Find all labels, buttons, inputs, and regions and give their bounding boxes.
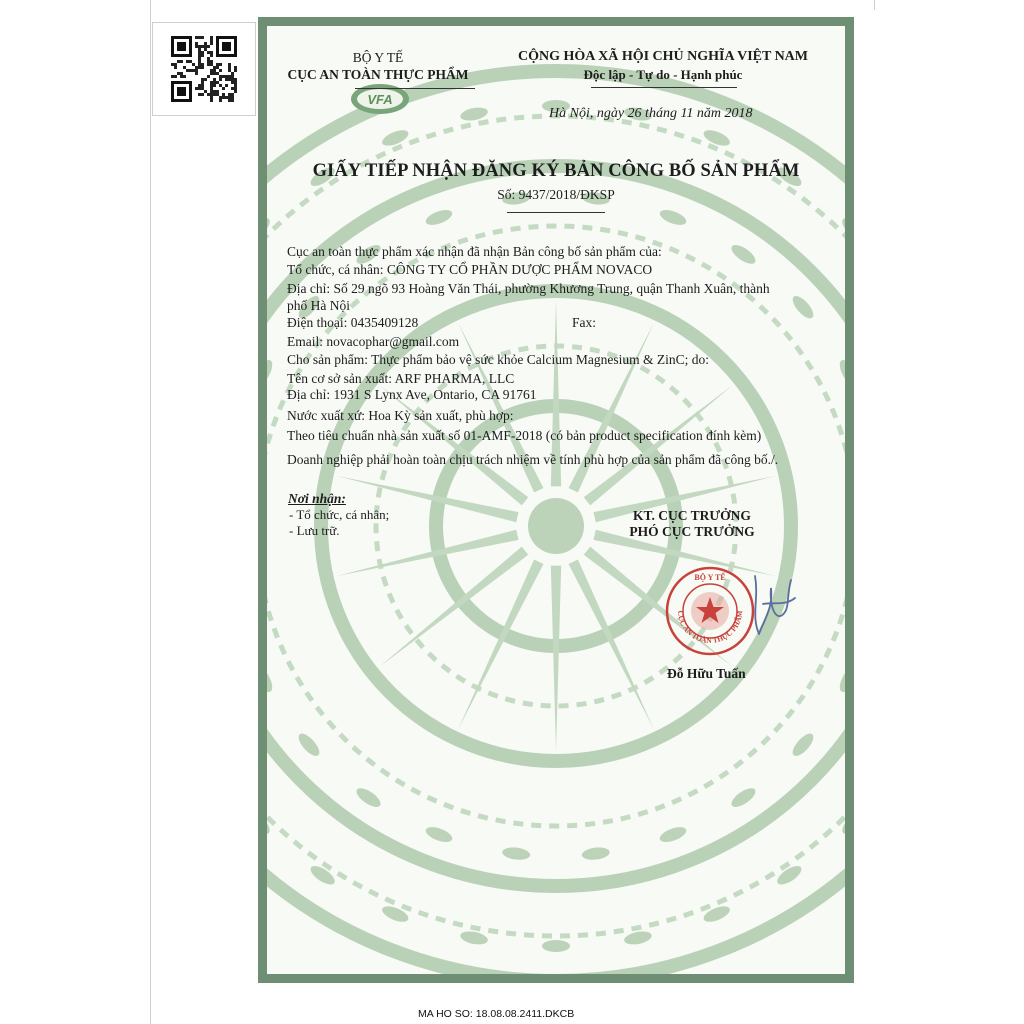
recipient-item: - Lưu trữ. (289, 523, 340, 538)
stamp-top-text: BỘ Y TẾ (694, 573, 726, 582)
organization-text: Tổ chức, cá nhân: CÔNG TY CỔ PHẦN DƯỢC PHẨM NOVACO (287, 262, 653, 277)
svg-text:VFA: VFA (367, 92, 393, 107)
manufacturer-text: Tên cơ sở sản xuất: ARF PHARMA, LLC (287, 371, 515, 386)
product-text: Cho sản phẩm: Thực phẩm bảo vệ sức khỏe Calcium Magnesium & ZinC; do: (287, 352, 709, 367)
handwritten-signature-icon (745, 568, 801, 648)
signature-title-2: PHÓ CỤC TRƯỞNG (629, 524, 755, 539)
national-motto: Độc lập - Tự do - Hạnh phúc (583, 67, 743, 82)
ministry-name: BỘ Y TẾ (352, 50, 404, 65)
signer-name: Đỗ Hữu Tuấn (667, 666, 746, 681)
certificate-border (258, 17, 854, 983)
phone-text: Điện thoại: 0435409128 (287, 315, 419, 330)
standard-text: Theo tiêu chuẩn nhà sản xuất số 01-AMF-2018 (có bản product specification đính kèm) (287, 428, 762, 443)
qr-code-panel (152, 22, 256, 116)
stamp-ring-text: CỤC AN TOÀN THỰC PHẨM (675, 610, 745, 646)
nation-name: CỘNG HÒA XÃ HỘI CHỦ NGHĨA VIỆT NAM (517, 49, 808, 64)
document-number: Số: 9437/2018/ĐKSP (497, 187, 615, 202)
qr-code-icon (171, 36, 237, 102)
record-code-footer: MA HO SO: 18.08.08.2411.DKCB (418, 1008, 575, 1020)
manufacturer-address-text: Địa chỉ: 1931 S Lynx Ave, Ontario, CA 91761 (287, 387, 537, 402)
ministry-underline (355, 88, 475, 89)
page-left-rule (150, 0, 151, 1024)
intro-text: Cục an toàn thực phẩm xác nhận đã nhận Bản công bố sản phẩm của: (287, 244, 662, 259)
issue-date: Hà Nội, ngày 26 tháng 11 năm 2018 (549, 106, 753, 121)
official-stamp-icon (664, 565, 756, 657)
certificate-paper (267, 26, 845, 974)
document-title: GIẤY TIẾP NHẬN ĐĂNG KÝ BẢN CÔNG BỐ SẢN PHẨM (312, 161, 800, 181)
address-line-2: phố Hà Nội (287, 298, 350, 313)
responsibility-text: Doanh nghiệp phải hoàn toàn chịu trách nhiệm về tính phù hợp của sản phẩm đã công bố./. (287, 452, 779, 467)
title-underline (507, 212, 605, 213)
recipient-item: - Tổ chức, cá nhân; (289, 507, 390, 522)
page-right-rule (874, 0, 875, 10)
signature-title-1: KT. CỤC TRƯỞNG (633, 508, 751, 523)
recipients-title: Nơi nhận: (288, 491, 346, 506)
fax-text: Fax: (572, 315, 597, 330)
address-line-1: Địa chỉ: Số 29 ngõ 93 Hoàng Văn Thái, phường Khương Trung, quận Thanh Xuân, thành (287, 281, 770, 296)
origin-text: Nước xuất xứ: Hoa Kỳ sản xuất, phù hợp: (287, 408, 514, 423)
department-name: CỤC AN TOÀN THỰC PHẨM (287, 67, 469, 82)
email-text: Email: novacophar@gmail.com (287, 334, 460, 349)
motto-underline (591, 87, 737, 88)
